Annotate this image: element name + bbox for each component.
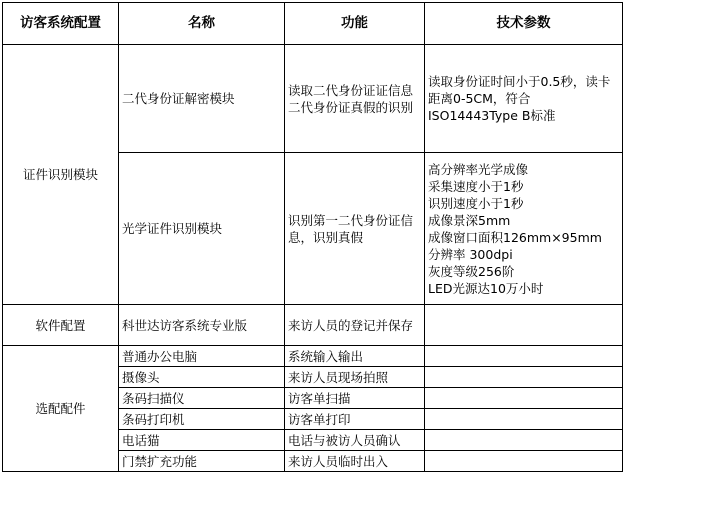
- cell-spec: [425, 451, 623, 472]
- cell-spec: 读取身份证时间小于0.5秒，读卡距离0-5CM，符合ISO14443Type B标准: [425, 45, 623, 153]
- cell-name: 电话猫: [119, 430, 285, 451]
- group-optional: 选配配件: [3, 346, 119, 472]
- cell-name: 科世达访客系统专业版: [119, 305, 285, 346]
- spec-line: 分辨率 300dpi: [428, 246, 513, 262]
- cell-function: 系统输入输出: [285, 346, 425, 367]
- cell-function: 电话与被访人员确认: [285, 430, 425, 451]
- header-config: 访客系统配置: [3, 3, 119, 45]
- group-id-module: 证件识别模块: [3, 45, 119, 305]
- cell-function: 来访人员现场拍照: [285, 367, 425, 388]
- cell-function: 读取二代身份证证信息 二代身份证真假的识别: [285, 45, 425, 153]
- table-row: [3, 346, 623, 367]
- cell-name: 摄像头: [119, 367, 285, 388]
- group-software: 软件配置: [3, 305, 119, 346]
- cell-function: 访客单打印: [285, 409, 425, 430]
- spec-line: 成像窗口面积126mm×95mm: [428, 229, 602, 245]
- cell-name: 二代身份证解密模块: [119, 45, 285, 153]
- table-row: [3, 45, 623, 153]
- cell-spec: [425, 367, 623, 388]
- cell-function: 来访人员临时出入: [285, 451, 425, 472]
- table-row: [3, 305, 623, 346]
- cell-spec: [425, 430, 623, 451]
- cell-name: 门禁扩充功能: [119, 451, 285, 472]
- cell-function: 来访人员的登记并保存: [285, 305, 425, 346]
- cell-function: 识别第一二代身份证信息，识别真假: [285, 153, 425, 305]
- spec-line: LED光源达10万小时: [428, 280, 544, 296]
- visitor-system-config-table: [2, 2, 623, 472]
- cell-name: 条码打印机: [119, 409, 285, 430]
- header-spec: 技术参数: [425, 3, 623, 45]
- cell-name: 普通办公电脑: [119, 346, 285, 367]
- header-function: 功能: [285, 3, 425, 45]
- cell-spec: [425, 388, 623, 409]
- spec-line: 识别速度小于1秒: [428, 195, 524, 211]
- header-name: 名称: [119, 3, 285, 45]
- cell-function: 访客单扫描: [285, 388, 425, 409]
- header-row: [3, 3, 623, 45]
- cell-spec: [425, 153, 623, 305]
- spec-line: 高分辨率光学成像: [428, 161, 529, 177]
- cell-spec: [425, 346, 623, 367]
- cell-name: 光学证件识别模块: [119, 153, 285, 305]
- spec-line: 采集速度小于1秒: [428, 178, 524, 194]
- cell-spec: [425, 409, 623, 430]
- cell-spec: [425, 305, 623, 346]
- spec-line: 成像景深5mm: [428, 212, 511, 228]
- cell-name: 条码扫描仪: [119, 388, 285, 409]
- spec-line: 灰度等级256阶: [428, 263, 515, 279]
